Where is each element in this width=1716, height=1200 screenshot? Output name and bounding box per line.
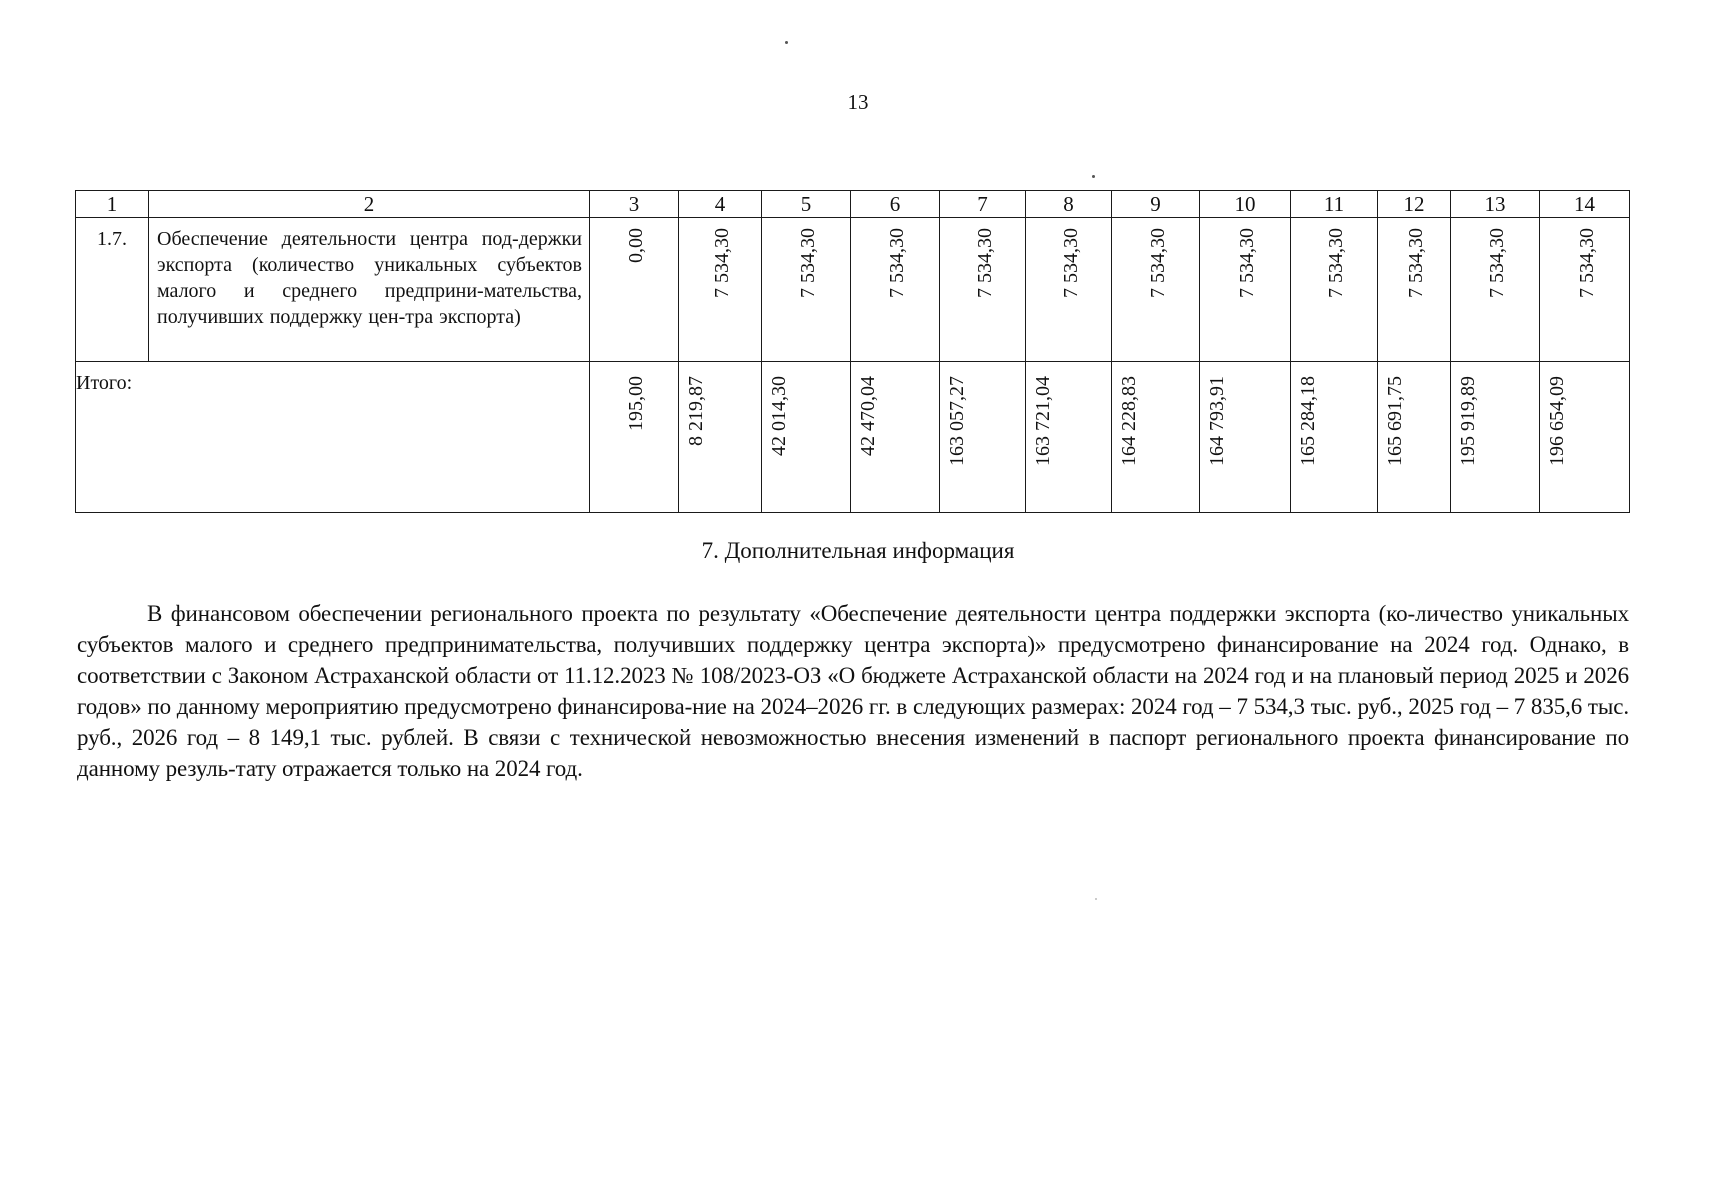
- column-header: 1: [76, 191, 149, 218]
- total-value: 163 721,04: [1032, 376, 1054, 466]
- section-heading: 7. Дополнительная информация: [701, 538, 1015, 563]
- financing-table: [75, 190, 1630, 513]
- cell-value: 7 534,30: [973, 228, 996, 298]
- column-header: 9: [1112, 191, 1200, 218]
- total-value: 164 793,91: [1206, 376, 1228, 466]
- total-value: 196 654,09: [1546, 376, 1568, 466]
- value-cell: [940, 218, 1026, 362]
- cell-value: 0,00: [625, 228, 647, 263]
- page-number: 13: [847, 90, 869, 114]
- total-cell: [679, 362, 762, 513]
- total-cell: [1540, 362, 1630, 513]
- column-header: 10: [1200, 191, 1291, 218]
- column-header: 4: [679, 191, 762, 218]
- total-value: 195,00: [625, 376, 647, 431]
- cell-value: 7 534,30: [1325, 228, 1347, 298]
- value-cell: [590, 218, 679, 362]
- column-header: 6: [851, 191, 940, 218]
- cell-value: 7 534,30: [1059, 228, 1082, 298]
- cell-value: 7 534,30: [1486, 228, 1508, 298]
- total-cell: [1291, 362, 1378, 513]
- total-cell: [851, 362, 940, 513]
- value-cell: [679, 218, 762, 362]
- total-value: 163 057,27: [946, 376, 968, 466]
- value-cell: [1540, 218, 1630, 362]
- total-value: 164 228,83: [1118, 376, 1140, 466]
- value-cell: [851, 218, 940, 362]
- total-cell: [1026, 362, 1112, 513]
- column-header: 12: [1378, 191, 1451, 218]
- total-value: 42 470,04: [857, 376, 879, 456]
- column-header: 2: [149, 191, 590, 218]
- column-header: 3: [590, 191, 679, 218]
- cell-value: 7 534,30: [797, 228, 819, 298]
- total-cell: [1378, 362, 1451, 513]
- total-value: 42 014,30: [768, 376, 790, 456]
- value-cell: [1291, 218, 1378, 362]
- value-cell: [762, 218, 851, 362]
- row-description: Обеспечение деятельности центра под-держки экспорта (количество уникальных субъектов малого и среднего предприни-мательства, получивших поддержку цен-тра экспорта): [149, 218, 590, 362]
- cell-value: 7 534,30: [886, 228, 908, 298]
- column-header: 7: [940, 191, 1026, 218]
- column-header: 13: [1451, 191, 1540, 218]
- cell-value: 7 534,30: [1146, 228, 1169, 298]
- scan-speck: [1092, 175, 1095, 178]
- value-cell: [1112, 218, 1200, 362]
- cell-value: 7 534,30: [1236, 228, 1258, 298]
- table-header-row: [76, 191, 1630, 218]
- total-cell: [762, 362, 851, 513]
- total-cell: [1200, 362, 1291, 513]
- table-row: [76, 218, 1630, 362]
- column-header: 8: [1026, 191, 1112, 218]
- total-cell: [940, 362, 1026, 513]
- cell-value: 7 534,30: [1405, 228, 1427, 298]
- column-header: 5: [762, 191, 851, 218]
- row-number: 1.7.: [76, 218, 149, 362]
- body-paragraph: В финансовом обеспечении регионального проекта по результату «Обеспечение деятельности центра поддержки экспорта (ко-личество уникальных субъектов малого и среднего предпринимательства, получивших поддержку центра экспорта)» предусмотрено финансирование на 2024 год. Однако, в соответствии с Законом Астраханской области от 11.12.2023 № 108/2023-ОЗ «О бюджете Астраханской области на 2024 год и на плановый период 2025 и 2026 годов» по данному мероприятию предусмотрено финансирова-ние на 2024–2026 гг. в следующих размерах: 2024 год – 7 534,3 тыс. руб., 2025 год – 7 835,6 тыс. руб., 2026 год – 8 149,1 тыс. рублей. В связи с технической невозможностью внесения изменений в паспорт регионального проекта финансирование по данному резуль-тату отражается только на 2024 год.: [77, 601, 1629, 781]
- total-label: Итого:: [76, 362, 590, 513]
- column-header: 14: [1540, 191, 1630, 218]
- column-header: 11: [1291, 191, 1378, 218]
- value-cell: [1378, 218, 1451, 362]
- value-cell: [1200, 218, 1291, 362]
- total-value: 8 219,87: [685, 376, 707, 446]
- value-cell: [1026, 218, 1112, 362]
- total-value: 165 691,75: [1384, 376, 1406, 466]
- total-cell: [590, 362, 679, 513]
- table-total-row: [76, 362, 1630, 513]
- scan-speck: [785, 41, 788, 44]
- value-cell: [1451, 218, 1540, 362]
- cell-value: 7 534,30: [711, 228, 733, 298]
- total-value: 195 919,89: [1457, 376, 1479, 466]
- total-value: 165 284,18: [1297, 376, 1319, 466]
- total-cell: [1112, 362, 1200, 513]
- scan-speck: [1095, 898, 1097, 900]
- cell-value: 7 534,30: [1575, 228, 1598, 298]
- total-cell: [1451, 362, 1540, 513]
